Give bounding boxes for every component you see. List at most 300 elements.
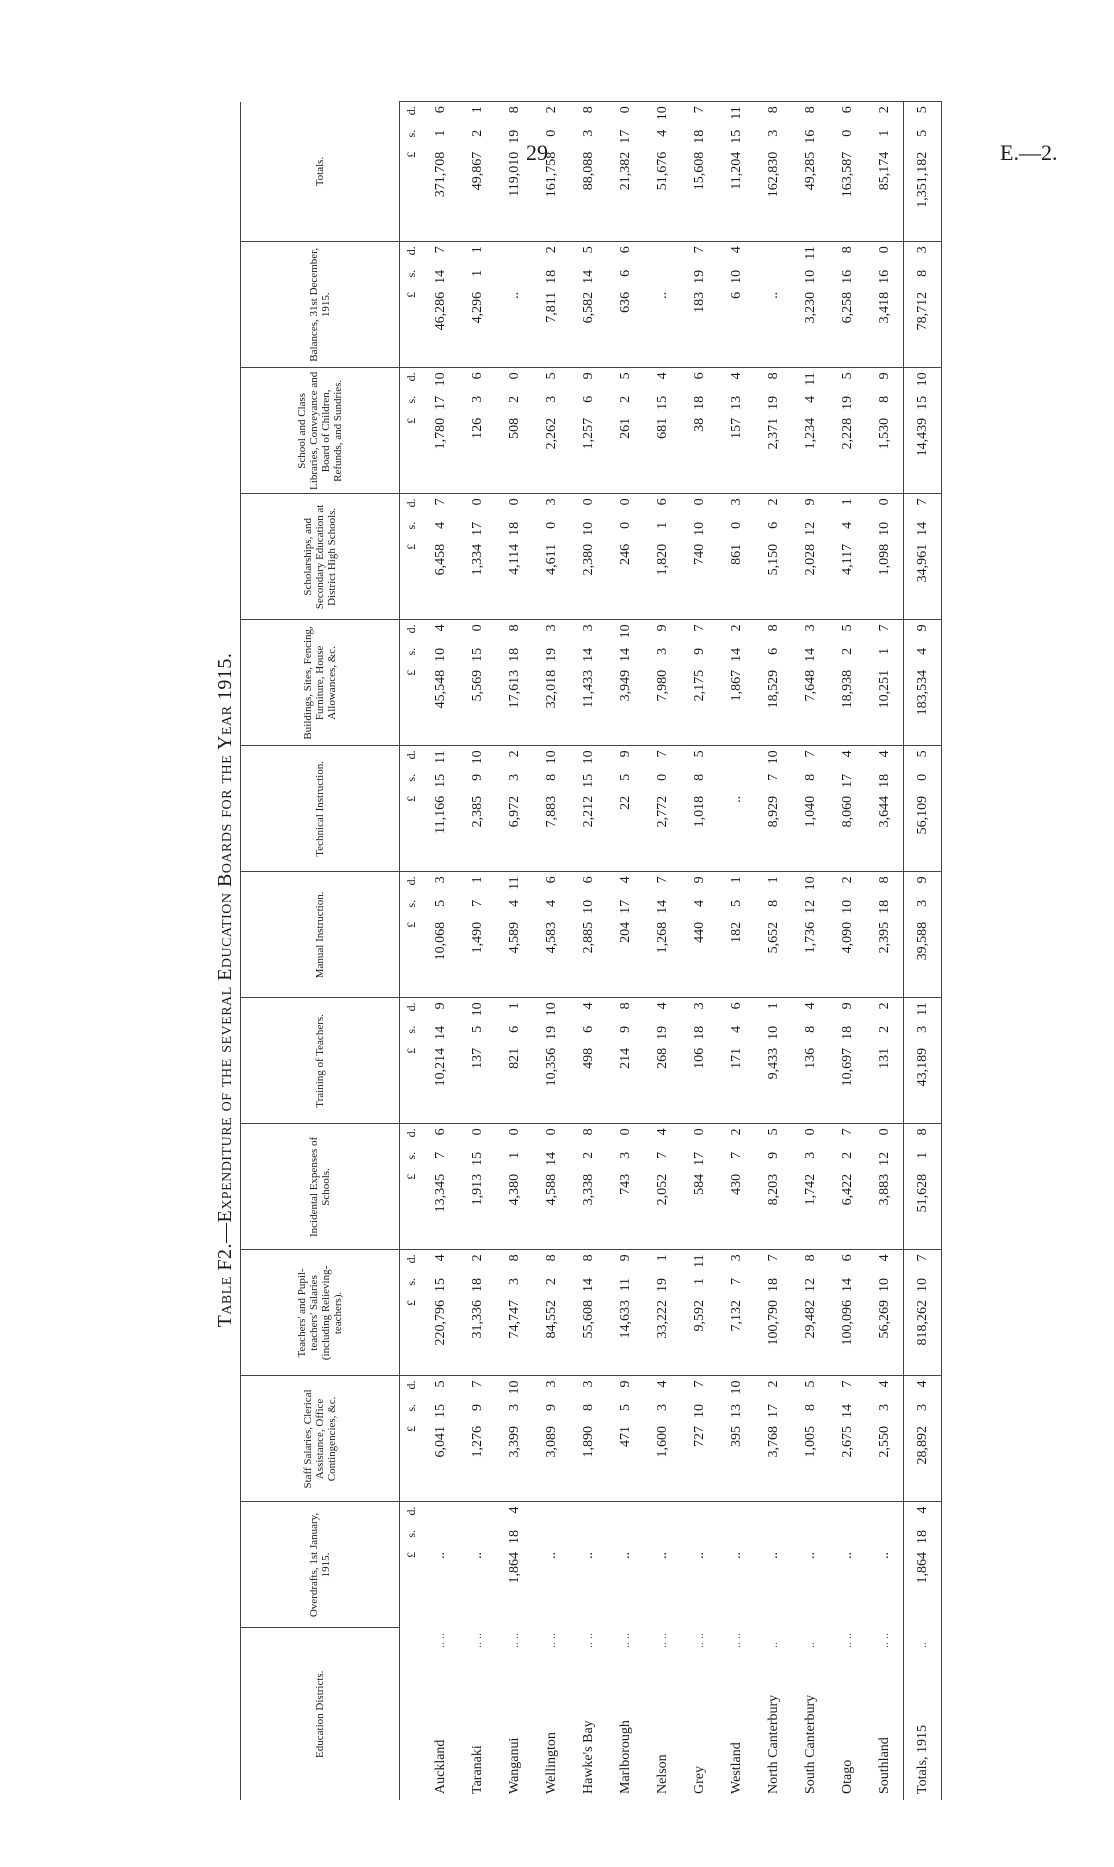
cell-pounds: 1,234 xyxy=(802,417,818,450)
cell-pounds: 119,010 xyxy=(506,151,522,197)
cell-pounds: 1,736 xyxy=(802,921,818,954)
cell-pounds: 584 xyxy=(691,1173,707,1195)
cell-pounds: 18,529 xyxy=(765,669,781,709)
cell-pounds: 171 xyxy=(728,1047,744,1069)
unit-label: d. xyxy=(400,494,423,520)
cell-pounds: 1,040 xyxy=(802,795,818,828)
cell-pounds: 2,385 xyxy=(469,795,485,828)
cell-pence: 8 xyxy=(755,102,792,128)
cell-pence: 6 xyxy=(570,872,607,898)
cell-pence: 5 xyxy=(681,746,718,772)
cell-pounds: 4,589 xyxy=(506,921,522,954)
cell-pence: 2 xyxy=(496,746,533,772)
column-header: Scholarships, and Secondary Education at District High Schools. xyxy=(241,494,400,620)
cell-shillings: 10 xyxy=(728,269,744,284)
cell-shillings: 8 xyxy=(802,1025,818,1033)
table-head xyxy=(241,102,400,1800)
cell-pounds: 636 xyxy=(617,291,633,313)
cell-pounds: 2,772 xyxy=(654,795,670,828)
cell-shillings: 3 xyxy=(802,1151,818,1159)
column-header: Overdrafts, 1st January, 1915. xyxy=(241,1502,400,1628)
unit-label: s. xyxy=(403,521,418,530)
cell-pounds: 22 xyxy=(617,795,633,810)
cell-pounds: 3,418 xyxy=(876,291,892,324)
cell-shillings: 4 xyxy=(543,899,559,907)
cell-shillings: 0 xyxy=(654,773,670,781)
table-title-text: Expenditure of the several Education Boards for the Year 1915. xyxy=(214,652,236,1223)
cell-pence: 10 xyxy=(570,746,607,772)
unit-label: d. xyxy=(400,1502,423,1528)
cell-pounds: 15,608 xyxy=(691,151,707,191)
cell-pence: 2 xyxy=(533,242,570,268)
district-name: Taranaki xyxy=(469,1745,485,1794)
cell-shillings: 18 xyxy=(904,1528,942,1550)
cell-pence: 6 xyxy=(718,998,755,1024)
cell-shillings: 4 xyxy=(839,521,855,529)
leader-dots: .. .. xyxy=(544,1633,558,1648)
cell-pence: 2 xyxy=(718,620,755,646)
cell-pence: 7 xyxy=(904,494,942,520)
cell-shillings: 4 xyxy=(904,646,942,668)
cell-shillings: 16 xyxy=(876,269,892,284)
cell-pounds: 1,268 xyxy=(654,921,670,954)
unit-label: £ xyxy=(403,1173,418,1180)
cell-shillings: 8 xyxy=(691,773,707,781)
cell-pounds: 498 xyxy=(580,1047,596,1069)
cell-shillings: 4 xyxy=(654,129,670,137)
cell-pounds: 5,569 xyxy=(469,669,485,702)
cell-shillings: 7 xyxy=(469,899,485,907)
cell-shillings: 8 xyxy=(876,395,892,403)
cell-shillings: 4 xyxy=(691,899,707,907)
unit-label: d. xyxy=(400,872,423,898)
cell-shillings: 0 xyxy=(543,129,559,137)
unit-label: £ xyxy=(403,1047,418,1054)
cell-pence: 9 xyxy=(904,620,942,646)
cell-shillings: 15 xyxy=(580,773,596,788)
cell-shillings xyxy=(792,1528,829,1550)
cell-pence: 1 xyxy=(829,494,866,520)
cell-pence: 7 xyxy=(644,872,681,898)
cell-shillings: 14 xyxy=(617,647,633,662)
cell-shillings: 5 xyxy=(617,1403,633,1411)
cell-shillings: 14 xyxy=(839,1403,855,1418)
cell-pence: 5 xyxy=(755,1124,792,1150)
document-reference: E.—2. xyxy=(1000,140,1058,165)
district-name: South Canterbury xyxy=(802,1694,818,1794)
cell-pence: 3 xyxy=(718,494,755,520)
cell-pence: 0 xyxy=(607,494,644,520)
cell-pounds: 1,490 xyxy=(469,921,485,954)
cell-pounds: 1,864 xyxy=(904,1550,942,1628)
cell-pounds: .. xyxy=(765,1552,781,1559)
unit-label: s. xyxy=(403,773,418,782)
cell-pounds: 10,214 xyxy=(432,1047,448,1087)
cell-shillings: 17 xyxy=(432,395,448,410)
cell-pence: 10 xyxy=(459,746,496,772)
cell-pence: 3 xyxy=(533,494,570,520)
cell-pence: 7 xyxy=(681,1376,718,1402)
cell-pounds: 18,938 xyxy=(839,669,855,709)
cell-pounds: 1,890 xyxy=(580,1425,596,1458)
cell-shillings xyxy=(644,1528,681,1550)
table-row xyxy=(422,102,459,1800)
column-header: School and Class Libraries, Conveyance and Board of Children, Refunds, and Sundries. xyxy=(241,368,400,494)
cell-shillings: 19 xyxy=(839,395,855,410)
district-name: Marlborough xyxy=(617,1720,633,1794)
cell-pounds: 1,780 xyxy=(432,417,448,450)
cell-pounds: 1,276 xyxy=(469,1425,485,1458)
cell-shillings: 15 xyxy=(469,647,485,662)
cell-shillings: 3 xyxy=(506,773,522,781)
cell-pounds: 743 xyxy=(617,1173,633,1195)
cell-pounds: 214 xyxy=(617,1047,633,1069)
cell-pence: 8 xyxy=(755,620,792,646)
cell-pence: 0 xyxy=(459,1124,496,1150)
cell-pence: 5 xyxy=(829,368,866,394)
district-header: Education Districts. xyxy=(241,1628,400,1800)
table-row xyxy=(829,102,866,1800)
cell-pence: 10 xyxy=(459,998,496,1024)
cell-pounds: 246 xyxy=(617,543,633,565)
cell-pence: 4 xyxy=(866,1250,904,1276)
table-row xyxy=(681,102,718,1800)
cell-shillings: 5 xyxy=(432,899,448,907)
cell-shillings xyxy=(866,1528,904,1550)
cell-pounds: 2,212 xyxy=(580,795,596,828)
cell-pence: 10 xyxy=(755,746,792,772)
cell-shillings: 8 xyxy=(802,773,818,781)
cell-pounds: 4,114 xyxy=(506,543,522,575)
cell-pence: 4 xyxy=(644,1376,681,1402)
cell-pounds: 2,371 xyxy=(765,417,781,450)
cell-pounds: 85,174 xyxy=(876,151,892,191)
cell-shillings: 3 xyxy=(904,1024,942,1046)
cell-shillings: 9 xyxy=(469,773,485,781)
leader-dots: .. .. xyxy=(470,1633,484,1648)
cell-shillings: 3 xyxy=(580,129,596,137)
cell-shillings: 15 xyxy=(469,1151,485,1166)
leader-dots: .. .. xyxy=(507,1633,521,1648)
cell-shillings: 15 xyxy=(432,1403,448,1418)
leader-dots: .. .. xyxy=(618,1633,632,1648)
cell-pounds: 161,758 xyxy=(543,151,559,198)
cell-shillings: 19 xyxy=(765,395,781,410)
cell-shillings xyxy=(718,772,755,794)
cell-pence xyxy=(644,242,681,268)
cell-pounds: 11,204 xyxy=(728,151,744,190)
cell-pence: 4 xyxy=(570,998,607,1024)
cell-pounds: 137 xyxy=(469,1047,485,1069)
cell-shillings: 3 xyxy=(543,395,559,403)
cell-pounds: 3,644 xyxy=(876,795,892,828)
cell-shillings: 2 xyxy=(617,395,633,403)
cell-shillings xyxy=(422,1528,459,1550)
cell-shillings: 16 xyxy=(839,269,855,284)
cell-pence: 1 xyxy=(755,998,792,1024)
cell-shillings: 17 xyxy=(617,899,633,914)
cell-shillings: 18 xyxy=(691,1025,707,1040)
cell-pounds: 2,550 xyxy=(876,1425,892,1458)
cell-pence: 2 xyxy=(866,998,904,1024)
cell-shillings: 18 xyxy=(876,899,892,914)
cell-pounds: 4,380 xyxy=(506,1173,522,1206)
cell-pounds: 2,228 xyxy=(839,417,855,450)
cell-pounds: .. xyxy=(506,291,522,299)
cell-pounds: 3,089 xyxy=(543,1425,559,1458)
cell-shillings: 5 xyxy=(728,899,744,907)
cell-pence: 1 xyxy=(459,102,496,128)
cell-shillings: 17 xyxy=(765,1403,781,1418)
cell-pounds: 56,269 xyxy=(876,1299,892,1339)
cell-shillings: 11 xyxy=(617,1277,633,1292)
cell-shillings: 7 xyxy=(432,1151,448,1159)
cell-pence: 4 xyxy=(496,1502,533,1528)
cell-shillings: 18 xyxy=(876,773,892,788)
cell-shillings: 19 xyxy=(506,129,522,144)
cell-pence: 5 xyxy=(792,1376,829,1402)
cell-pounds: 31,336 xyxy=(469,1299,485,1339)
cell-pounds: 818,262 xyxy=(904,1298,942,1376)
cell-pounds: 29,482 xyxy=(802,1299,818,1339)
cell-pence: 8 xyxy=(496,102,533,128)
cell-pounds: 7,648 xyxy=(802,669,818,702)
district-name: Grey xyxy=(691,1766,707,1794)
cell-pounds: 3,883 xyxy=(876,1173,892,1206)
cell-pence: 4 xyxy=(792,998,829,1024)
cell-shillings: 9 xyxy=(543,1403,559,1411)
cell-shillings: 3 xyxy=(765,129,781,137)
unit-label: £ xyxy=(403,1299,418,1306)
cell-shillings: 15 xyxy=(432,773,448,788)
cell-shillings: 7 xyxy=(728,1151,744,1159)
cell-pence: 2 xyxy=(755,1376,792,1402)
cell-pounds: 74,747 xyxy=(506,1299,522,1339)
table-row xyxy=(644,102,681,1800)
cell-pounds: 34,961 xyxy=(904,542,942,620)
cell-pounds: .. xyxy=(469,1552,485,1559)
cell-shillings: 10 xyxy=(904,1276,942,1298)
cell-shillings: 2 xyxy=(580,1151,596,1159)
cell-shillings: 3 xyxy=(654,647,670,655)
cell-pounds: 5,150 xyxy=(765,543,781,576)
cell-pence: 1 xyxy=(459,872,496,898)
cell-pence xyxy=(755,242,792,268)
leader-dots: .. xyxy=(803,1642,817,1648)
cell-pounds: 4,117 xyxy=(839,543,855,575)
district-name: Wanganui xyxy=(506,1737,522,1794)
cell-pounds: 182 xyxy=(728,921,744,943)
cell-pence: 4 xyxy=(904,1502,942,1528)
leader-dots: .. .. xyxy=(581,1633,595,1648)
cell-shillings: 3 xyxy=(506,1277,522,1285)
cell-pence: 9 xyxy=(866,368,904,394)
cell-shillings: 12 xyxy=(802,521,818,536)
cell-pence: 3 xyxy=(681,998,718,1024)
cell-pence: 3 xyxy=(533,620,570,646)
cell-pence xyxy=(681,1502,718,1528)
unit-label: d. xyxy=(400,746,423,772)
rotated-table-block xyxy=(210,106,930,1800)
cell-pence: 5 xyxy=(422,1376,459,1402)
cell-shillings: 17 xyxy=(839,773,855,788)
cell-pounds: 1,018 xyxy=(691,795,707,828)
cell-pounds: 131 xyxy=(876,1047,892,1069)
cell-pence: 8 xyxy=(496,620,533,646)
cell-pence: 8 xyxy=(792,1250,829,1276)
cell-pence: 4 xyxy=(718,242,755,268)
cell-pence: 4 xyxy=(422,620,459,646)
cell-pence: 7 xyxy=(644,746,681,772)
cell-pounds: 681 xyxy=(654,417,670,439)
cell-shillings xyxy=(681,1528,718,1550)
leader-dots: .. xyxy=(904,1628,942,1650)
cell-pence: 7 xyxy=(866,620,904,646)
cell-shillings: 5 xyxy=(617,773,633,781)
cell-shillings: 19 xyxy=(543,1025,559,1040)
cell-shillings: 14 xyxy=(839,1277,855,1292)
cell-shillings: 14 xyxy=(543,1151,559,1166)
cell-pounds: 10,356 xyxy=(543,1047,559,1087)
cell-pounds: 14,633 xyxy=(617,1299,633,1339)
cell-shillings: 10 xyxy=(839,899,855,914)
cell-shillings: 10 xyxy=(580,899,596,914)
cell-pounds: 10,068 xyxy=(432,921,448,961)
table-row xyxy=(533,102,570,1800)
cell-shillings: 14 xyxy=(580,269,596,284)
cell-pence: 0 xyxy=(681,1124,718,1150)
cell-pounds: 2,262 xyxy=(543,417,559,450)
district-name: Totals, 1915 xyxy=(904,1650,942,1800)
cell-pounds: 4,588 xyxy=(543,1173,559,1206)
cell-pence: 0 xyxy=(681,494,718,520)
cell-pence: 10 xyxy=(496,1376,533,1402)
cell-pounds: 84,552 xyxy=(543,1299,559,1339)
cell-pence: 8 xyxy=(866,872,904,898)
cell-pence xyxy=(533,1502,570,1528)
cell-shillings: 4 xyxy=(802,395,818,403)
cell-shillings xyxy=(755,1528,792,1550)
cell-shillings: 8 xyxy=(765,899,781,907)
cell-pence: 2 xyxy=(718,1124,755,1150)
cell-pence: 7 xyxy=(829,1376,866,1402)
cell-pounds: 39,588 xyxy=(904,920,942,998)
cell-shillings xyxy=(829,1528,866,1550)
cell-shillings: 15 xyxy=(432,1277,448,1292)
cell-shillings: 9 xyxy=(469,1403,485,1411)
cell-shillings: 8 xyxy=(543,773,559,781)
cell-shillings: 8 xyxy=(802,1403,818,1411)
district-name: Wellington xyxy=(543,1732,559,1794)
cell-pounds: 6,422 xyxy=(839,1173,855,1206)
unit-label: d. xyxy=(400,368,423,394)
district-name: Otago xyxy=(839,1759,855,1794)
table-row xyxy=(792,102,829,1800)
cell-pence: 0 xyxy=(496,494,533,520)
table-row xyxy=(866,102,904,1800)
cell-pence: 9 xyxy=(607,1376,644,1402)
leader-dots: .. .. xyxy=(433,1633,447,1648)
cell-pounds: 9,433 xyxy=(765,1047,781,1080)
cell-pounds: 6 xyxy=(728,291,744,299)
cell-shillings: 9 xyxy=(617,1025,633,1033)
cell-pence: 11 xyxy=(681,1250,718,1276)
cell-pence: 11 xyxy=(718,102,755,128)
cell-pounds: 49,867 xyxy=(469,151,485,191)
cell-pounds: 7,980 xyxy=(654,669,670,702)
cell-shillings: 6 xyxy=(617,269,633,277)
cell-pence xyxy=(829,1502,866,1528)
column-header: Balances, 31st December, 1915. xyxy=(241,242,400,368)
cell-shillings: 9 xyxy=(765,1151,781,1159)
cell-shillings: 6 xyxy=(580,395,596,403)
table-row xyxy=(570,102,607,1800)
cell-pence: 6 xyxy=(533,872,570,898)
cell-pence: 1 xyxy=(496,998,533,1024)
cell-pounds: 1,600 xyxy=(654,1425,670,1458)
cell-pounds: .. xyxy=(432,1552,448,1559)
unit-label: s. xyxy=(403,899,418,908)
cell-pounds: 2,175 xyxy=(691,669,707,702)
cell-pence: 6 xyxy=(644,494,681,520)
cell-pence: 8 xyxy=(570,102,607,128)
unit-label: d. xyxy=(400,242,423,268)
cell-shillings: 2 xyxy=(876,1025,892,1033)
cell-shillings: 19 xyxy=(654,1277,670,1292)
cell-pence: 0 xyxy=(607,1124,644,1150)
unit-label: s. xyxy=(403,1277,418,1286)
table-label: Table xyxy=(214,1276,236,1328)
cell-pounds: 1,351,182 xyxy=(904,150,942,242)
cell-pounds: 106 xyxy=(691,1047,707,1069)
cell-pence: 6 xyxy=(829,102,866,128)
cell-shillings: 18 xyxy=(839,1025,855,1040)
cell-pence: 5 xyxy=(607,368,644,394)
cell-pence: 0 xyxy=(792,1124,829,1150)
cell-pence: 7 xyxy=(681,242,718,268)
cell-shillings: 7 xyxy=(728,1277,744,1285)
cell-pounds: 126 xyxy=(469,417,485,439)
cell-pounds: .. xyxy=(691,1552,707,1559)
cell-shillings: 10 xyxy=(691,1403,707,1418)
cell-shillings: 1 xyxy=(432,129,448,137)
cell-pence: 8 xyxy=(755,368,792,394)
cell-pounds: 1,257 xyxy=(580,417,596,450)
cell-pence: 0 xyxy=(459,620,496,646)
cell-pence: 0 xyxy=(866,1124,904,1150)
cell-pounds: 4,296 xyxy=(469,291,485,324)
cell-pounds: 204 xyxy=(617,921,633,943)
cell-pounds: 1,867 xyxy=(728,669,744,702)
cell-pence: 4 xyxy=(644,368,681,394)
cell-pounds: 100,790 xyxy=(765,1299,781,1346)
cell-shillings: 0 xyxy=(543,521,559,529)
cell-shillings: 7 xyxy=(765,773,781,781)
unit-label: s. xyxy=(403,269,418,278)
cell-pence: 10 xyxy=(422,368,459,394)
cell-pounds: 1,530 xyxy=(876,417,892,450)
page-number: 29 xyxy=(526,140,548,165)
cell-shillings: 3 xyxy=(904,1402,942,1424)
cell-shillings: 12 xyxy=(876,1151,892,1166)
cell-pounds: 3,230 xyxy=(802,291,818,324)
district-name: Westland xyxy=(728,1742,744,1794)
cell-pounds: 2,885 xyxy=(580,921,596,954)
cell-shillings: 19 xyxy=(543,647,559,662)
cell-shillings: 8 xyxy=(904,268,942,290)
cell-pounds: 1,913 xyxy=(469,1173,485,1206)
cell-pounds: 8,203 xyxy=(765,1173,781,1206)
